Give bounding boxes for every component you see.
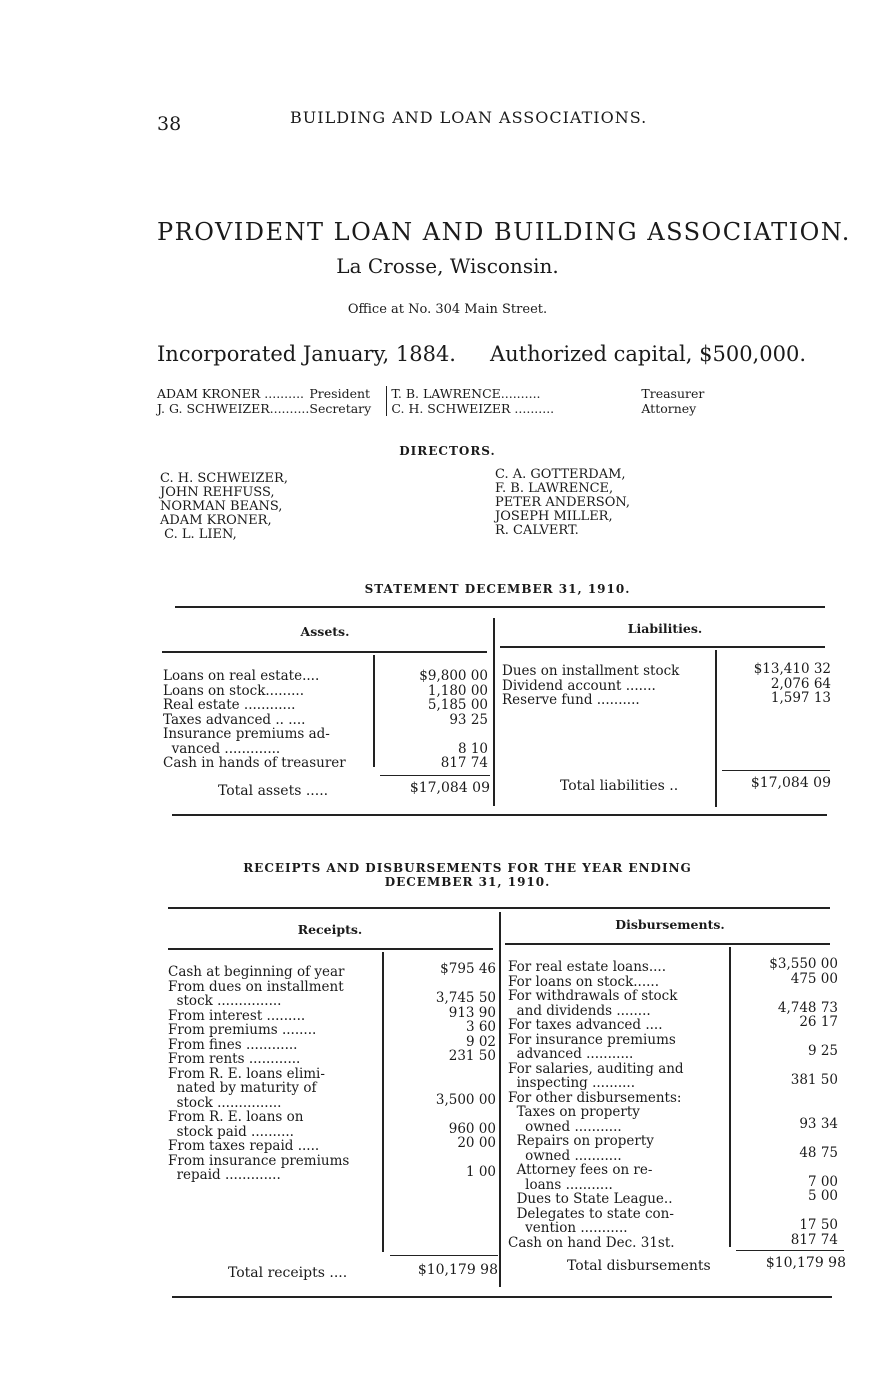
receipts-total-rule xyxy=(390,1255,498,1256)
officer-title: President xyxy=(309,386,371,401)
liabilities-amount-divider xyxy=(715,650,717,807)
table-rule-top xyxy=(175,606,825,608)
receipts-disbursements-heading xyxy=(0,861,895,889)
assets-amount-divider xyxy=(373,655,375,767)
directors-left-list: C. H. SCHWEIZER, JOHN REHFUSS, NORMAN BEANS, ADAM KRONER, C. L. LIEN, xyxy=(160,471,288,542)
incorporation-line xyxy=(157,342,806,366)
liabilities-total-rule xyxy=(722,770,830,771)
disbursements-header-rule xyxy=(505,943,830,945)
receipts-heading: Receipts. xyxy=(297,922,363,937)
assets-labels: Loans on real estate.... Loans on stock......... Real estate ............ Taxes advanced .. .... Insurance premiums ad- vanced ............. Cash in hands of treasurer xyxy=(163,668,346,771)
assets-total-label: Total assets ..... xyxy=(218,783,329,799)
office-address: Office at No. 304 Main Street. xyxy=(347,302,548,317)
running-head: BUILDING AND LOAN ASSOCIATIONS. xyxy=(290,108,648,127)
disbursements-heading: Disbursements. xyxy=(615,917,725,932)
association-name: PROVIDENT LOAN AND BUILDING ASSOCIATION. xyxy=(157,218,851,246)
receipts-header-rule xyxy=(168,948,493,950)
officer-title: Attorney xyxy=(641,401,697,416)
officer-title: Secretary xyxy=(309,401,372,416)
liabilities-header-rule xyxy=(500,646,825,648)
assets-total: $17,084 09 xyxy=(409,780,490,796)
officer-name: J. G. SCHWEIZER.......... xyxy=(157,401,310,416)
liabilities-heading: Liabilities. xyxy=(627,621,703,636)
receipts-amounts: $795 46 3,745 50 913 90 3 60 9 02 231 50 3,500 00 960 00 20 00 1 00 xyxy=(435,961,496,1180)
disbursements-total: $10,179 98 xyxy=(765,1255,846,1271)
location: La Crosse, Wisconsin. xyxy=(336,254,559,278)
receipts-total: $10,179 98 xyxy=(417,1262,498,1278)
directors-right-list: C. A. GOTTERDAM, F. B. LAWRENCE, PETER ANDERSON, JOSEPH MILLER, R. CALVERT. xyxy=(495,467,631,538)
incorporated-date: Incorporated January, 1884. xyxy=(157,342,456,366)
assets-header-rule xyxy=(162,651,487,653)
officer-name: ADAM KRONER .......... xyxy=(157,386,305,401)
rd-heading-line2: DECEMBER 31, 1910. xyxy=(384,875,551,889)
statement-heading: STATEMENT DECEMBER 31, 1910. xyxy=(364,582,631,596)
liabilities-total: $17,084 09 xyxy=(750,775,831,791)
officer-name: T. B. LAWRENCE.......... xyxy=(387,386,642,401)
officer-row xyxy=(157,386,704,401)
disbursements-amount-divider xyxy=(729,947,731,1247)
disbursements-total-rule xyxy=(736,1250,844,1251)
receipts-labels: Cash at beginning of year From dues on installment stock ............... From interest ......... From premiums ........ From fines ............ From rents ............ From R. E. loans elimi- nated by maturity of stock ............... From R. E. loans on stock paid .......... From taxes repaid ..... From insurance premiums repaid ............. xyxy=(168,964,350,1183)
directors-heading: DIRECTORS. xyxy=(399,444,496,458)
officer-title: Treasurer xyxy=(641,386,705,401)
rd-rule-top xyxy=(168,907,830,909)
assets-total-rule xyxy=(380,775,490,776)
rd-bottom-rule xyxy=(172,1296,832,1298)
rd-heading-line1: RECEIPTS AND DISBURSEMENTS FOR THE YEAR ENDING xyxy=(243,861,692,875)
officers-block xyxy=(157,386,704,416)
liabilities-labels: Dues on installment stock Dividend account ....... Reserve fund .......... xyxy=(502,663,680,708)
disbursements-labels: For real estate loans.... For loans on stock...... For withdrawals of stock and dividends ........ For taxes advanced .... For insurance premiums advanced ........... For salaries, auditing and inspecting .......... For other disbursements: Taxes on property owned ........... Repairs on property owned ........... Attorney fees on re- loans ........... Dues to State League.. Delegates to state con- vention ........... Cash on hand Dec. 31st. xyxy=(508,959,684,1251)
disbursements-total-label: Total disbursements xyxy=(567,1258,711,1274)
officer-name: C. H. SCHWEIZER .......... xyxy=(387,401,642,416)
officers-table xyxy=(157,386,704,416)
rd-center-divider xyxy=(499,912,501,1287)
authorized-capital: Authorized capital, $500,000. xyxy=(489,342,806,366)
page-number: 38 xyxy=(157,113,182,135)
liabilities-amounts: $13,410 32 2,076 64 1,597 13 xyxy=(753,661,831,706)
liabilities-total-label: Total liabilities .. xyxy=(560,778,679,794)
statement-center-divider xyxy=(493,618,495,806)
receipts-total-label: Total receipts .... xyxy=(228,1265,348,1281)
assets-heading: Assets. xyxy=(300,624,350,639)
receipts-amount-divider xyxy=(382,952,384,1252)
officer-row xyxy=(157,401,704,416)
disbursements-amounts: $3,550 00 475 00 4,748 73 26 17 9 25 381 50 93 34 48 75 7 00 5 00 17 50 817 74 xyxy=(769,956,838,1248)
assets-amounts: $9,800 00 1,180 00 5,185 00 93 25 8 10 817 74 xyxy=(419,668,488,771)
statement-bottom-rule xyxy=(172,814,827,816)
